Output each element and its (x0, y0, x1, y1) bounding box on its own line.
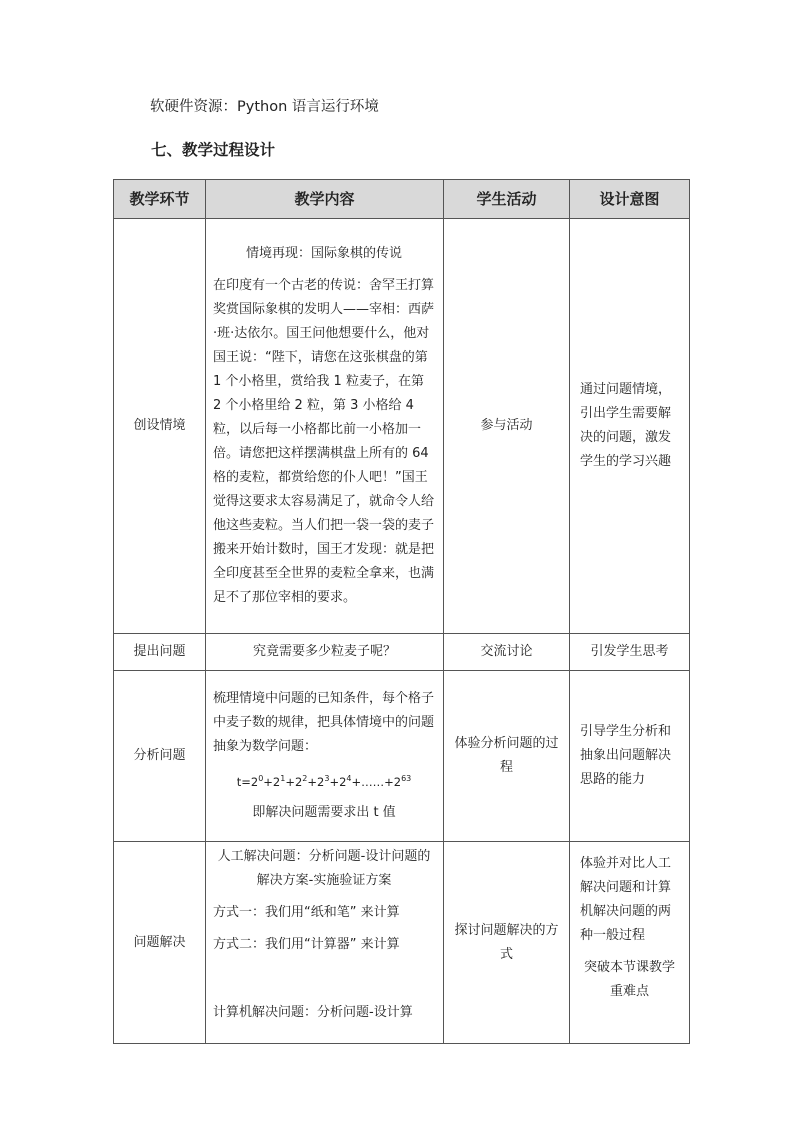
content-p1: 人工解决问题：分析问题-设计问题的解决方案-实施验证方案 (217, 849, 431, 888)
table-row (114, 634, 690, 671)
content-cell (206, 219, 444, 634)
content-p3: 方式二：我们用“计算器” 来计算 (213, 937, 400, 952)
table-header-row (114, 180, 690, 219)
content-title: 情境再现：国际象棋的传说 (245, 246, 402, 261)
content-body: 在印度有一个古老的传说：舍罕王打算奖赏国际象棋的发明人——宰相：西萨·班·达依尔。国王问他想要什么，他对国王说：“陛下，请您在这张棋盘的第 1 个小格里，赏给我 1 粒麦子，在第 2 个小格里给 2 粒，第 3 小格给 4 粒，以后每一小格都比前一小格加一倍。请您把这样摆满棋盘上所有的 64 格的麦粒，都赏给您的仆人吧！”国王觉得这要求太容易满足了，就命令人给他这些麦粒。当人们把一袋一袋的麦子搬来开始计数时，国王才发现：就是把全印度甚至全世界的麦粒全拿来，也满足不了那位宰相的要求。 (213, 278, 435, 605)
activity-cell: 探讨问题解决的方式 (444, 842, 570, 1044)
table-row (114, 219, 690, 634)
content-body: 梳理情境中问题的已知条件，每个格子中麦子数的规律，把具体情境中的问题抽象为数学问题： (213, 690, 435, 754)
intent-cell (570, 842, 690, 1044)
intent-p1: 体验并对比人工解决问题和计算机解决问题的两种一般过程 (580, 856, 672, 943)
activity-cell: 交流讨论 (444, 634, 570, 671)
header-content: 教学内容 (206, 180, 444, 219)
content-p4: 计算机解决问题：分析问题-设计算 (213, 1005, 413, 1020)
math-formula: $t=2^0+2^1+2^2+2^3+2^4+\dots\dots+2^{63}$ (236, 773, 412, 789)
stage-cell: 提出问题 (114, 634, 206, 671)
intent-cell: 通过问题情境，引出学生需要解决的问题，激发学生的学习兴趣 (570, 219, 690, 634)
teaching-process-table (113, 179, 690, 1044)
header-activity: 学生活动 (444, 180, 570, 219)
header-stage: 教学环节 (114, 180, 206, 219)
stage-cell: 创设情境 (114, 219, 206, 634)
section-title: 七、教学过程设计 (151, 141, 276, 159)
table-row (114, 842, 690, 1044)
header-intent: 设计意图 (570, 180, 690, 219)
intent-cell: 引发学生思考 (570, 634, 690, 671)
intent-p2: 突破本节课教学重难点 (583, 960, 675, 999)
activity-cell: 体验分析问题的过程 (444, 671, 570, 842)
intent-cell: 引导学生分析和抽象出问题解决思路的能力 (570, 671, 690, 842)
content-end: 即解决问题需要求出 t 值 (252, 805, 396, 821)
stage-cell: 分析问题 (114, 671, 206, 842)
table-row (114, 671, 690, 842)
activity-cell: 参与活动 (444, 219, 570, 634)
content-cell (206, 842, 444, 1044)
resource-line: 软硬件资源：Python 语言运行环境 (150, 99, 379, 115)
stage-cell: 问题解决 (114, 842, 206, 1044)
content-cell (206, 671, 444, 842)
content-p2: 方式一：我们用“纸和笔” 来计算 (213, 905, 400, 920)
content-cell: 究竟需要多少粒麦子呢？ (206, 634, 444, 671)
